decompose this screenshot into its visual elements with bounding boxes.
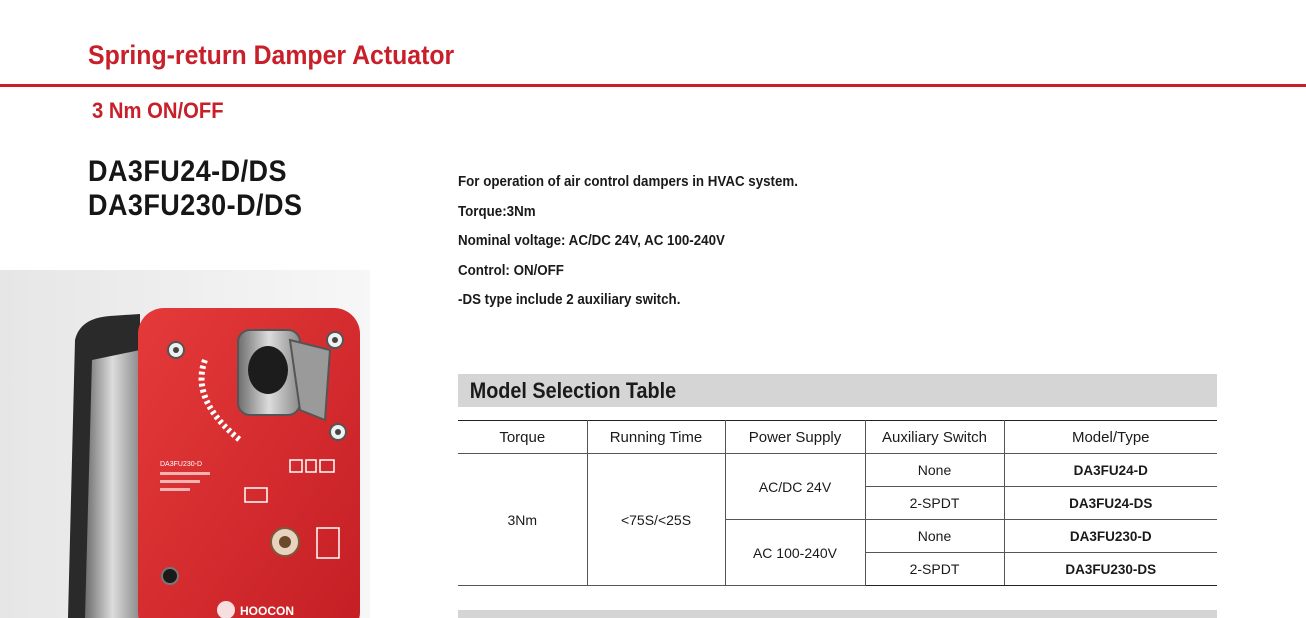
table-title: Model Selection Table (469, 378, 677, 403)
model-name-230: DA3FU230-D/DS (88, 189, 303, 222)
model-name-24: DA3FU24-D/DS (88, 155, 287, 188)
cell-aux-switch: None (865, 520, 1004, 553)
table-title-band (458, 374, 1217, 407)
table-header-row (458, 421, 1217, 454)
cell-aux-switch: 2-SPDT (865, 487, 1004, 520)
header-power-supply: Power Supply (725, 421, 865, 454)
cell-aux-switch: None (865, 454, 1004, 487)
header-running-time: Running Time (587, 421, 725, 454)
product-photo (0, 270, 370, 618)
model-selection-table (458, 420, 1217, 586)
actuator-label-model: DA3FU230-D (160, 461, 203, 468)
cell-model: DA3FU230-D (1004, 520, 1217, 553)
cell-running-time: <75S/<25S (587, 454, 725, 586)
description-line: Torque:3Nm (458, 203, 536, 220)
model-names (88, 155, 326, 223)
description-line: Nominal voltage: AC/DC 24V, AC 100-240V (458, 233, 725, 249)
description-line: For operation of air control dampers in HVAC system. (458, 174, 798, 190)
cell-torque: 3Nm (458, 454, 587, 586)
next-section-band (458, 610, 1217, 618)
cell-power-supply: AC/DC 24V (725, 454, 865, 520)
cell-aux-switch: 2-SPDT (865, 553, 1004, 586)
header-model-type: Model/Type (1004, 421, 1217, 454)
cell-model: DA3FU24-D (1004, 454, 1217, 487)
actuator-illustration (0, 270, 370, 618)
cell-model: DA3FU230-DS (1004, 553, 1217, 586)
cell-model: DA3FU24-DS (1004, 487, 1217, 520)
description-line: -DS type include 2 auxiliary switch. (458, 292, 681, 308)
header-torque: Torque (458, 421, 587, 454)
description (458, 168, 828, 316)
sub-title: 3 Nm ON/OFF (92, 98, 224, 123)
brand-label: HOOCON (240, 604, 294, 618)
title-rule (0, 84, 1306, 87)
page-title: Spring-return Damper Actuator (88, 40, 455, 70)
header-aux-switch: Auxiliary Switch (865, 421, 1004, 454)
table-row (458, 454, 1217, 487)
cell-power-supply: AC 100-240V (725, 520, 865, 586)
description-line: Control: ON/OFF (458, 262, 564, 279)
